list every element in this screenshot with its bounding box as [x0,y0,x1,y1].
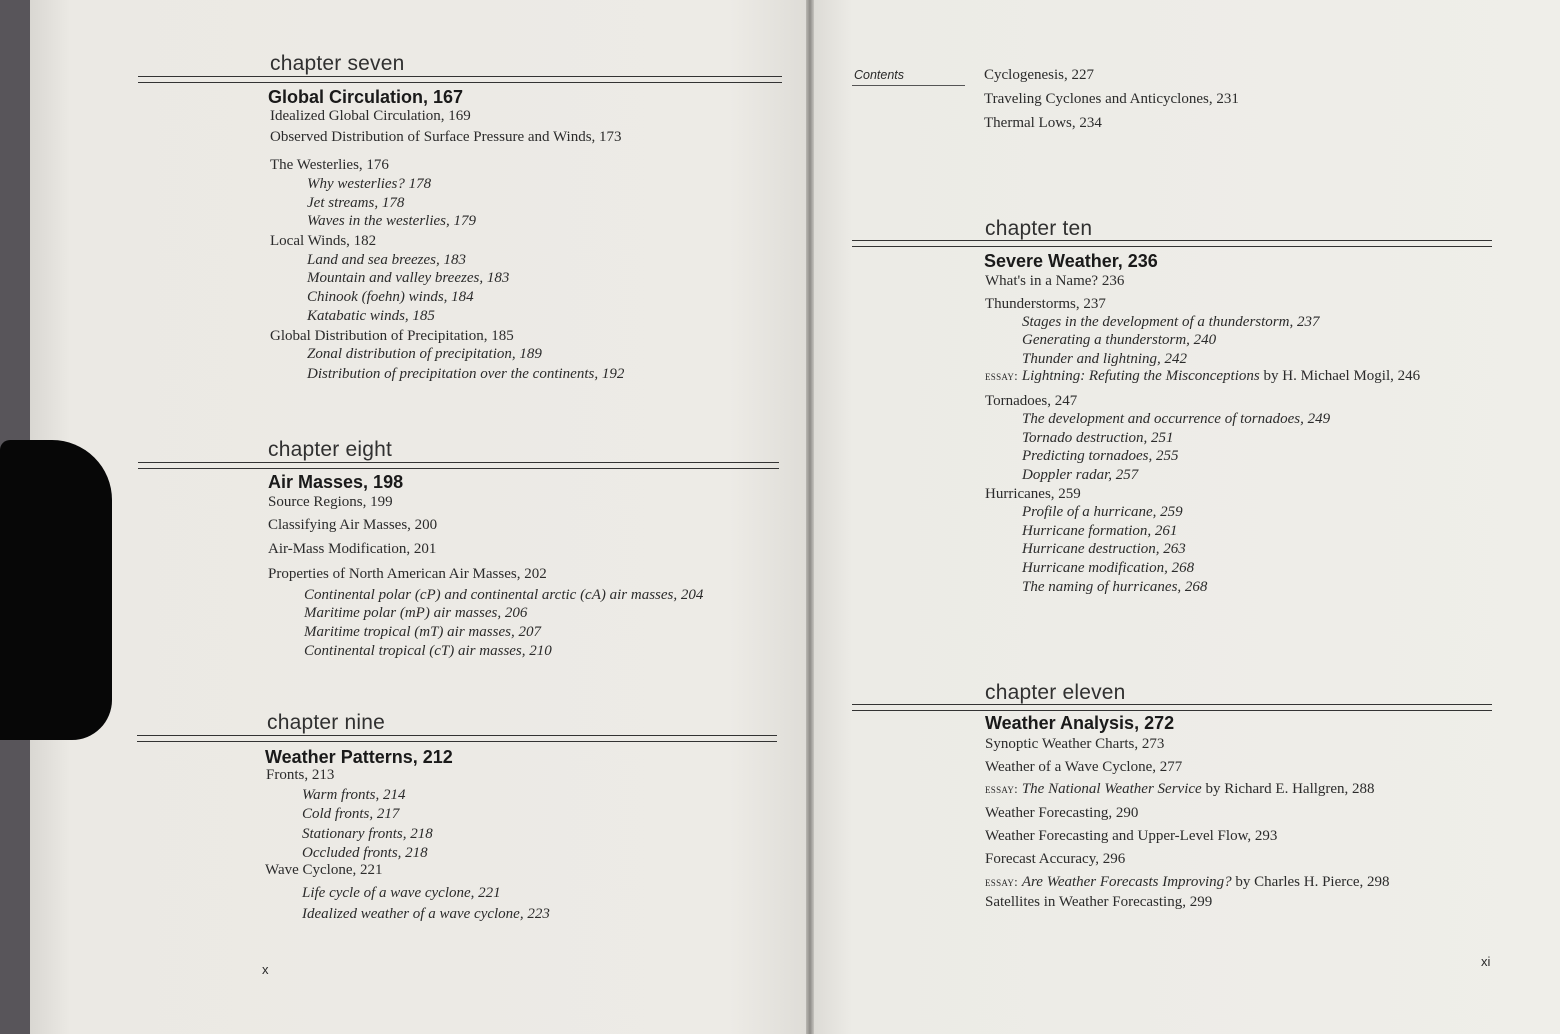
toc-subentry: Cold fronts, 217 [302,806,400,822]
toc-subentry: Maritime polar (mP) air masses, 206 [304,605,528,621]
chapter-eleven-rule [852,704,1492,711]
toc-subentry: Stages in the development of a thunderstorm, 237 [1022,314,1320,330]
toc-entry: What's in a Name? 236 [985,273,1125,289]
essay-title: Lightning: Refuting the Misconceptions [1021,368,1260,384]
essay-author: by Richard E. Hallgren, 288 [1205,781,1375,797]
toc-subentry: Generating a thunderstorm, 240 [1022,332,1217,348]
toc-subentry: Thunder and lightning, 242 [1022,351,1188,367]
running-head-rule [852,85,965,86]
essay-author: by H. Michael Mogil, 246 [1263,368,1421,384]
toc-subentry: Hurricane modification, 268 [1022,560,1195,576]
chapter-seven-title: Global Circulation, 167 [268,87,464,107]
essay-entry [985,781,1375,798]
toc-entry: Idealized Global Circulation, 169 [270,108,471,124]
toc-subentry: Profile of a hurricane, 259 [1022,504,1183,520]
chapter-nine-title: Weather Patterns, 212 [265,747,453,767]
essay-title: The National Weather Service [1021,781,1202,797]
toc-subentry: Land and sea breezes, 183 [307,252,467,268]
chapter-seven-rule [138,76,782,83]
toc-subentry: Tornado destruction, 251 [1022,430,1174,446]
chapter-nine-rule [137,735,777,742]
chapter-eight-title: Air Masses, 198 [268,472,404,492]
toc-entry: Cyclogenesis, 227 [984,67,1094,83]
toc-entry: Wave Cyclone, 221 [265,862,383,878]
toc-subentry: Idealized weather of a wave cyclone, 223 [302,906,550,922]
toc-entry: Hurricanes, 259 [985,486,1081,502]
chapter-eight-label: chapter eight [268,438,393,461]
toc-entry: Thunderstorms, 237 [985,296,1106,312]
book-gutter [806,0,814,1034]
toc-subentry: The naming of hurricanes, 268 [1022,579,1208,595]
page-number-right: xi [1481,954,1491,969]
toc-subentry: Jet streams, 178 [307,195,405,211]
toc-subentry: Doppler radar, 257 [1022,467,1139,483]
essay-title: Are Weather Forecasts Improving? [1021,874,1232,890]
toc-subentry: Hurricane destruction, 263 [1022,541,1186,557]
chapter-eleven-title: Weather Analysis, 272 [985,713,1175,733]
essay-entry [985,874,1390,891]
toc-entry: Tornadoes, 247 [985,393,1078,409]
toc-subentry: Why westerlies? 178 [307,176,432,192]
toc-entry: Local Winds, 182 [270,233,377,249]
toc-entry: Weather of a Wave Cyclone, 277 [985,759,1183,775]
toc-entry: Fronts, 213 [266,767,335,783]
essay-label: essay: [985,781,1019,796]
toc-entry: Weather Forecasting, 290 [985,805,1139,821]
toc-entry: The Westerlies, 176 [270,157,389,173]
toc-entry: Classifying Air Masses, 200 [268,517,438,533]
page-number-left: x [262,962,269,977]
toc-entry: Observed Distribution of Surface Pressure and Winds, 173 [270,129,622,145]
running-head: Contents [854,68,905,82]
essay-entry [985,368,1420,385]
toc-entry: Source Regions, 199 [268,494,393,510]
toc-entry: Traveling Cyclones and Anticyclones, 231 [984,91,1239,107]
toc-subentry: Continental polar (cP) and continental arctic (cA) air masses, 204 [304,587,704,603]
essay-label: essay: [985,874,1019,889]
toc-subentry: Continental tropical (cT) air masses, 210 [304,643,552,659]
toc-subentry: Mountain and valley breezes, 183 [307,270,510,286]
essay-label: essay: [985,368,1019,383]
chapter-nine-label: chapter nine [267,711,385,734]
toc-subentry: Waves in the westerlies, 179 [307,213,477,229]
toc-entry: Thermal Lows, 234 [984,115,1102,131]
toc-subentry: Stationary fronts, 218 [302,826,433,842]
chapter-ten-title: Severe Weather, 236 [984,251,1158,271]
toc-subentry: Maritime tropical (mT) air masses, 207 [304,624,541,640]
toc-subentry: Zonal distribution of precipitation, 189 [307,346,542,362]
toc-entry: Satellites in Weather Forecasting, 299 [985,894,1213,910]
essay-author: by Charles H. Pierce, 298 [1235,874,1390,890]
toc-entry: Air-Mass Modification, 201 [268,541,437,557]
toc-subentry: Katabatic winds, 185 [307,308,435,324]
toc-subentry: Life cycle of a wave cyclone, 221 [302,885,501,901]
toc-entry: Forecast Accuracy, 296 [985,851,1126,867]
chapter-ten-label: chapter ten [985,217,1093,240]
toc-entry: Weather Forecasting and Upper-Level Flow, 293 [985,828,1278,844]
toc-subentry: Predicting tornadoes, 255 [1022,448,1179,464]
toc-entry: Properties of North American Air Masses, 202 [268,566,547,582]
toc-subentry: Chinook (foehn) winds, 184 [307,289,474,305]
toc-entry: Synoptic Weather Charts, 273 [985,736,1165,752]
chapter-seven-label: chapter seven [270,52,405,75]
toc-subentry: The development and occurrence of tornadoes, 249 [1022,411,1331,427]
toc-subentry: Hurricane formation, 261 [1022,523,1178,539]
chapter-eleven-label: chapter eleven [985,681,1126,704]
toc-subentry: Distribution of precipitation over the continents, 192 [307,366,625,382]
thumb [0,440,112,740]
toc-entry: Global Distribution of Precipitation, 185 [270,328,514,344]
toc-subentry: Occluded fronts, 218 [302,845,428,861]
chapter-eight-rule [138,462,779,469]
toc-subentry: Warm fronts, 214 [302,787,406,803]
chapter-ten-rule [852,240,1492,247]
